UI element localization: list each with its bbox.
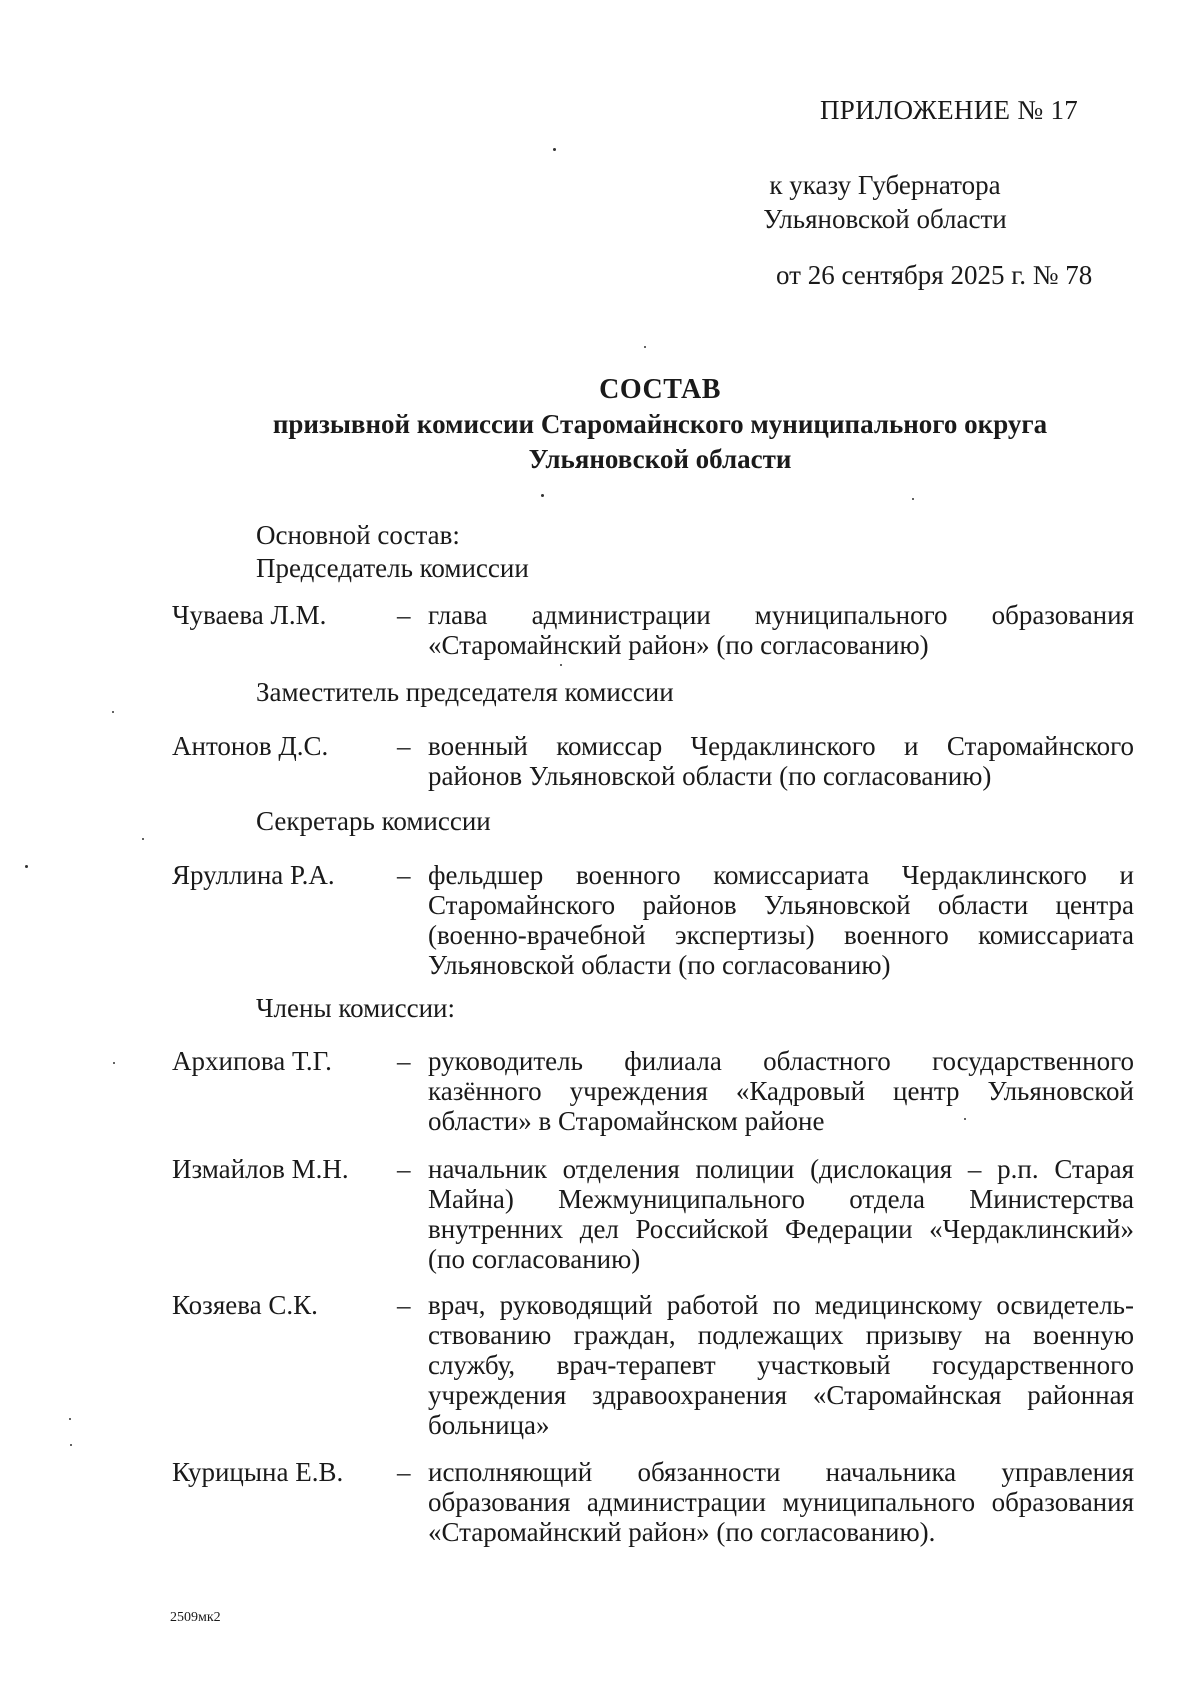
member-dash: – (397, 1154, 411, 1184)
appendix-number: ПРИЛОЖЕНИЕ № 17 (820, 95, 1079, 125)
scan-speck (553, 148, 556, 151)
member-position: врач, руководящий работой по медицинскому освидетель-ствованию граждан, подлежащих призыву на военную службу, врач-терапевт участковый государственного учреждения здравоохранения «Старомайнская районная больница» (428, 1290, 1134, 1440)
member-position: военный комиссар Чердаклинского и Старомайнского районов Ульяновской области (по согласованию) (428, 731, 1134, 791)
title-line: Ульяновской области (528, 444, 792, 474)
member-name: Антонов Д.С. (172, 731, 329, 761)
title-line: призывной комиссии Старомайнского муниципального округа (272, 409, 1048, 439)
member-name: Курицына Е.В. (172, 1457, 344, 1487)
member-name: Козяева С.К. (172, 1290, 318, 1320)
member-position: руководитель филиала областного государственного казённого учреждения «Кадровый центр Ульяновской области» в Старомайнском районе (428, 1046, 1134, 1136)
scan-speck (25, 865, 28, 868)
scan-speck (964, 1118, 966, 1120)
decree-line: к указу Губернатора (769, 170, 1001, 200)
label-secretary: Секретарь комиссии (256, 806, 491, 836)
scan-speck (560, 664, 562, 666)
decree-line: Ульяновской области (763, 204, 1007, 234)
scan-speck (142, 838, 144, 840)
scan-speck (69, 1418, 71, 1420)
member-position: глава администрации муниципального образования «Старомайнский район» (по согласованию) (428, 600, 1134, 660)
decree-reference (700, 168, 1070, 236)
document-title (0, 372, 1200, 477)
scan-speck (113, 1062, 115, 1064)
member-position: фельдшер военного комиссариата Чердаклинского и Старомайнского районов Ульяновской области центра (военно-врачебной экспертизы) военного комиссариата Ульяновской области (по согласованию) (428, 860, 1134, 980)
label-chairman: Председатель комиссии (256, 553, 529, 583)
member-dash: – (397, 860, 411, 890)
member-name: Измайлов М.Н. (172, 1154, 349, 1184)
label-members: Члены комиссии: (256, 993, 455, 1023)
scan-speck (70, 1444, 72, 1446)
member-position: исполняющий обязанности начальника управления образования администрации муниципального образования «Старомайнский район» (по согласованию). (428, 1457, 1134, 1547)
member-name: Яруллина Р.А. (172, 860, 335, 890)
member-name: Архипова Т.Г. (172, 1046, 332, 1076)
member-dash: – (397, 1457, 411, 1487)
member-dash: – (397, 1290, 411, 1320)
scan-speck (112, 711, 114, 713)
label-main-composition: Основной состав: (256, 520, 460, 550)
member-name: Чуваева Л.М. (172, 600, 327, 630)
scan-speck (644, 346, 646, 348)
member-dash: – (397, 600, 411, 630)
member-dash: – (397, 1046, 411, 1076)
label-deputy: Заместитель председателя комиссии (256, 677, 674, 707)
member-position: начальник отделения полиции (дислокация – р.п. Старая Майна) Межмуниципального отдела Министерства внутренних дел Российской Федерации «Чердаклинский» (по согласованию) (428, 1154, 1134, 1274)
decree-date: от 26 сентября 2025 г. № 78 (776, 260, 1093, 290)
member-dash: – (397, 731, 411, 761)
scan-speck (541, 494, 544, 497)
title-main: СОСТАВ (599, 374, 721, 405)
document-code: 2509мк2 (170, 1610, 221, 1625)
scan-speck (912, 498, 914, 500)
